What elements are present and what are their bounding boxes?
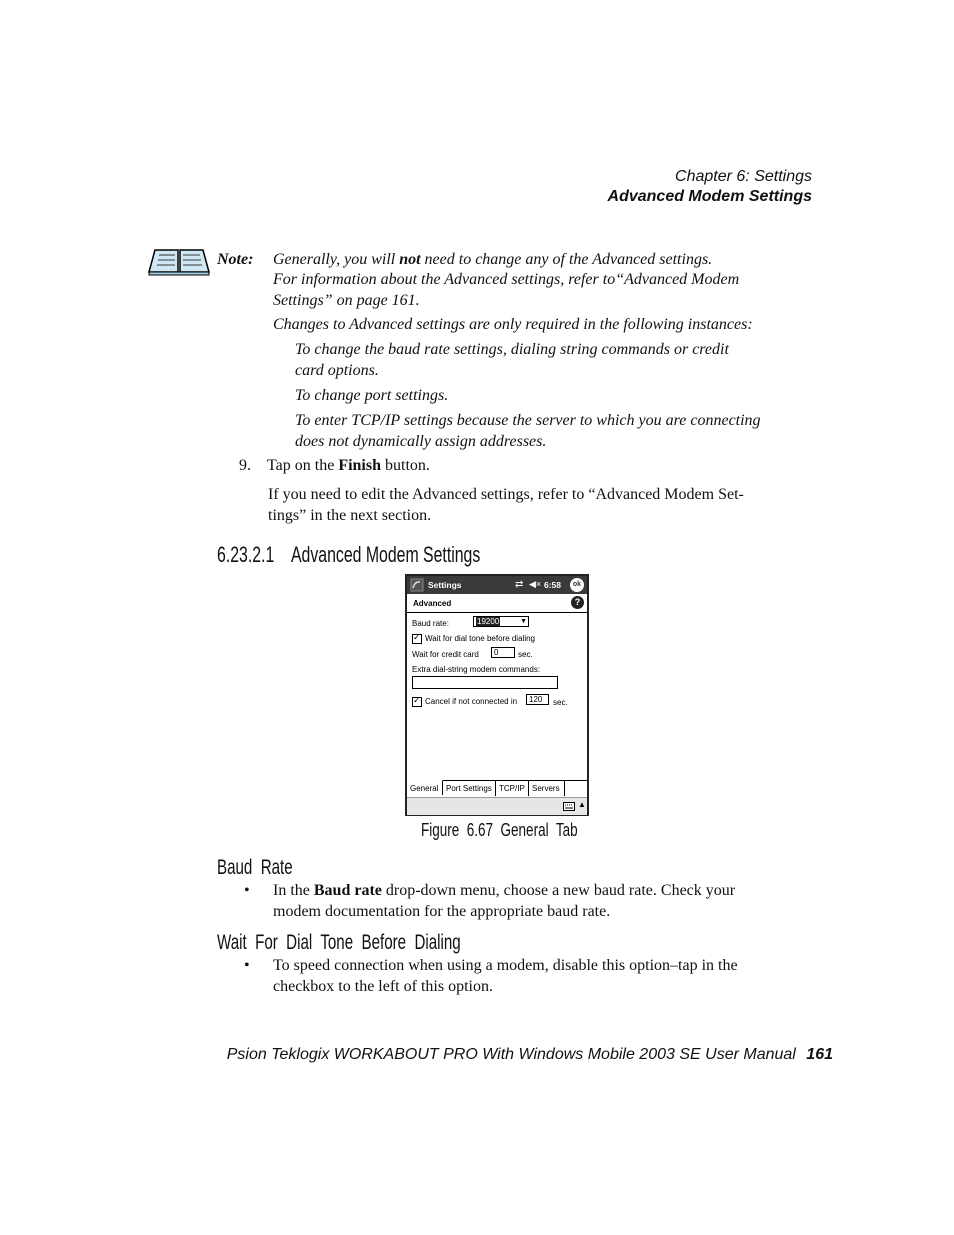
baud-rate-dropdown[interactable]: 19200 ▼ — [473, 616, 529, 627]
footer-text: Psion Teklogix WORKABOUT PRO With Windows Mobile 2003 SE User Manual — [226, 1046, 796, 1063]
note-line-1: Generally, you will not need to change any of the Advanced settings. — [273, 251, 713, 268]
bullet: • — [244, 882, 250, 899]
tab-port-settings[interactable]: Port Settings — [443, 781, 496, 796]
chapter-header: Chapter 6: Settings — [675, 168, 812, 185]
tab-tcpip[interactable]: TCP/IP — [496, 781, 529, 796]
note-line-4: Changes to Advanced settings are only required in the following instances: — [273, 316, 753, 333]
section-header: Advanced Modem Settings — [607, 188, 812, 205]
book-icon — [147, 244, 211, 276]
clock[interactable]: 6:58 — [544, 580, 562, 590]
note-line-3: Settings” on page 161. — [273, 292, 420, 309]
note-item-2: To change port settings. — [295, 387, 449, 404]
device-screenshot — [405, 574, 589, 816]
step-text: Tap on the Finish button. — [267, 457, 430, 474]
extra-commands-input[interactable] — [412, 676, 558, 689]
baud-rate-label: Baud rate: — [412, 619, 449, 628]
extra-commands-label: Extra dial-string modem commands: — [412, 665, 541, 674]
footer — [227, 1046, 833, 1064]
title-bar — [407, 576, 587, 594]
volume-icon[interactable]: ◀× — [529, 579, 542, 589]
wait-credit-label: Wait for credit card — [412, 650, 479, 659]
note-item-3: To enter TCP/IP settings because the server to which you are connecting does not dynamically assign addresses. — [295, 412, 761, 450]
note-item-1: To change the baud rate settings, dialing string commands or credit card options. — [295, 341, 729, 379]
tab-bar — [407, 780, 587, 797]
step-number: 9. — [239, 457, 251, 474]
dial-tone-checkbox[interactable] — [412, 634, 422, 644]
section-heading: 6.23.2.1 Advanced Modem Settings — [217, 542, 481, 567]
baud-rate-heading: Baud Rate — [217, 856, 293, 879]
chevron-down-icon: ▼ — [520, 618, 527, 625]
bullet: • — [244, 957, 250, 974]
tab-general[interactable]: General — [407, 780, 443, 795]
note-line-2: For information about the Advanced settings, refer to“Advanced Modem — [273, 271, 740, 288]
cancel-checkbox[interactable] — [412, 697, 422, 707]
command-bar — [407, 797, 587, 815]
device-title: Settings — [428, 580, 462, 590]
step-paragraph: If you need to edit the Advanced settings, refer to “Advanced Modem Set- tings” in the next section. — [268, 486, 744, 524]
cancel-timeout-input[interactable]: 120 — [526, 694, 549, 705]
ok-button[interactable]: ok — [570, 578, 584, 592]
sec-label-2: sec. — [553, 698, 568, 707]
figure-caption: Figure 6.67 General Tab — [421, 820, 578, 840]
baud-rate-text: In the Baud rate drop-down menu, choose a new baud rate. Check your modem documentation for the appropriate baud rate. — [273, 882, 736, 920]
sip-arrow-icon[interactable]: ▲ — [578, 800, 586, 809]
page-header — [407, 594, 587, 613]
tab-servers[interactable]: Servers — [529, 781, 565, 796]
help-icon[interactable]: ? — [571, 596, 584, 609]
connectivity-icon[interactable]: ⇄ — [515, 579, 524, 590]
page-title: Advanced — [413, 599, 452, 608]
dial-tone-heading: Wait For Dial Tone Before Dialing — [217, 931, 461, 954]
wait-credit-input[interactable]: 0 — [491, 647, 515, 658]
dial-tone-option[interactable]: ✓Wait for dial tone before dialing — [412, 634, 535, 644]
dial-tone-text: To speed connection when using a modem, disable this option–tap in the checkbox to the left of this option. — [273, 957, 738, 995]
keyboard-icon[interactable] — [563, 802, 575, 811]
sec-label-1: sec. — [518, 650, 533, 659]
cancel-option[interactable]: ✓Cancel if not connected in — [412, 697, 517, 707]
start-flag-icon[interactable] — [410, 578, 424, 592]
page-number: 161 — [806, 1046, 833, 1063]
note-label: Note: — [217, 251, 254, 268]
